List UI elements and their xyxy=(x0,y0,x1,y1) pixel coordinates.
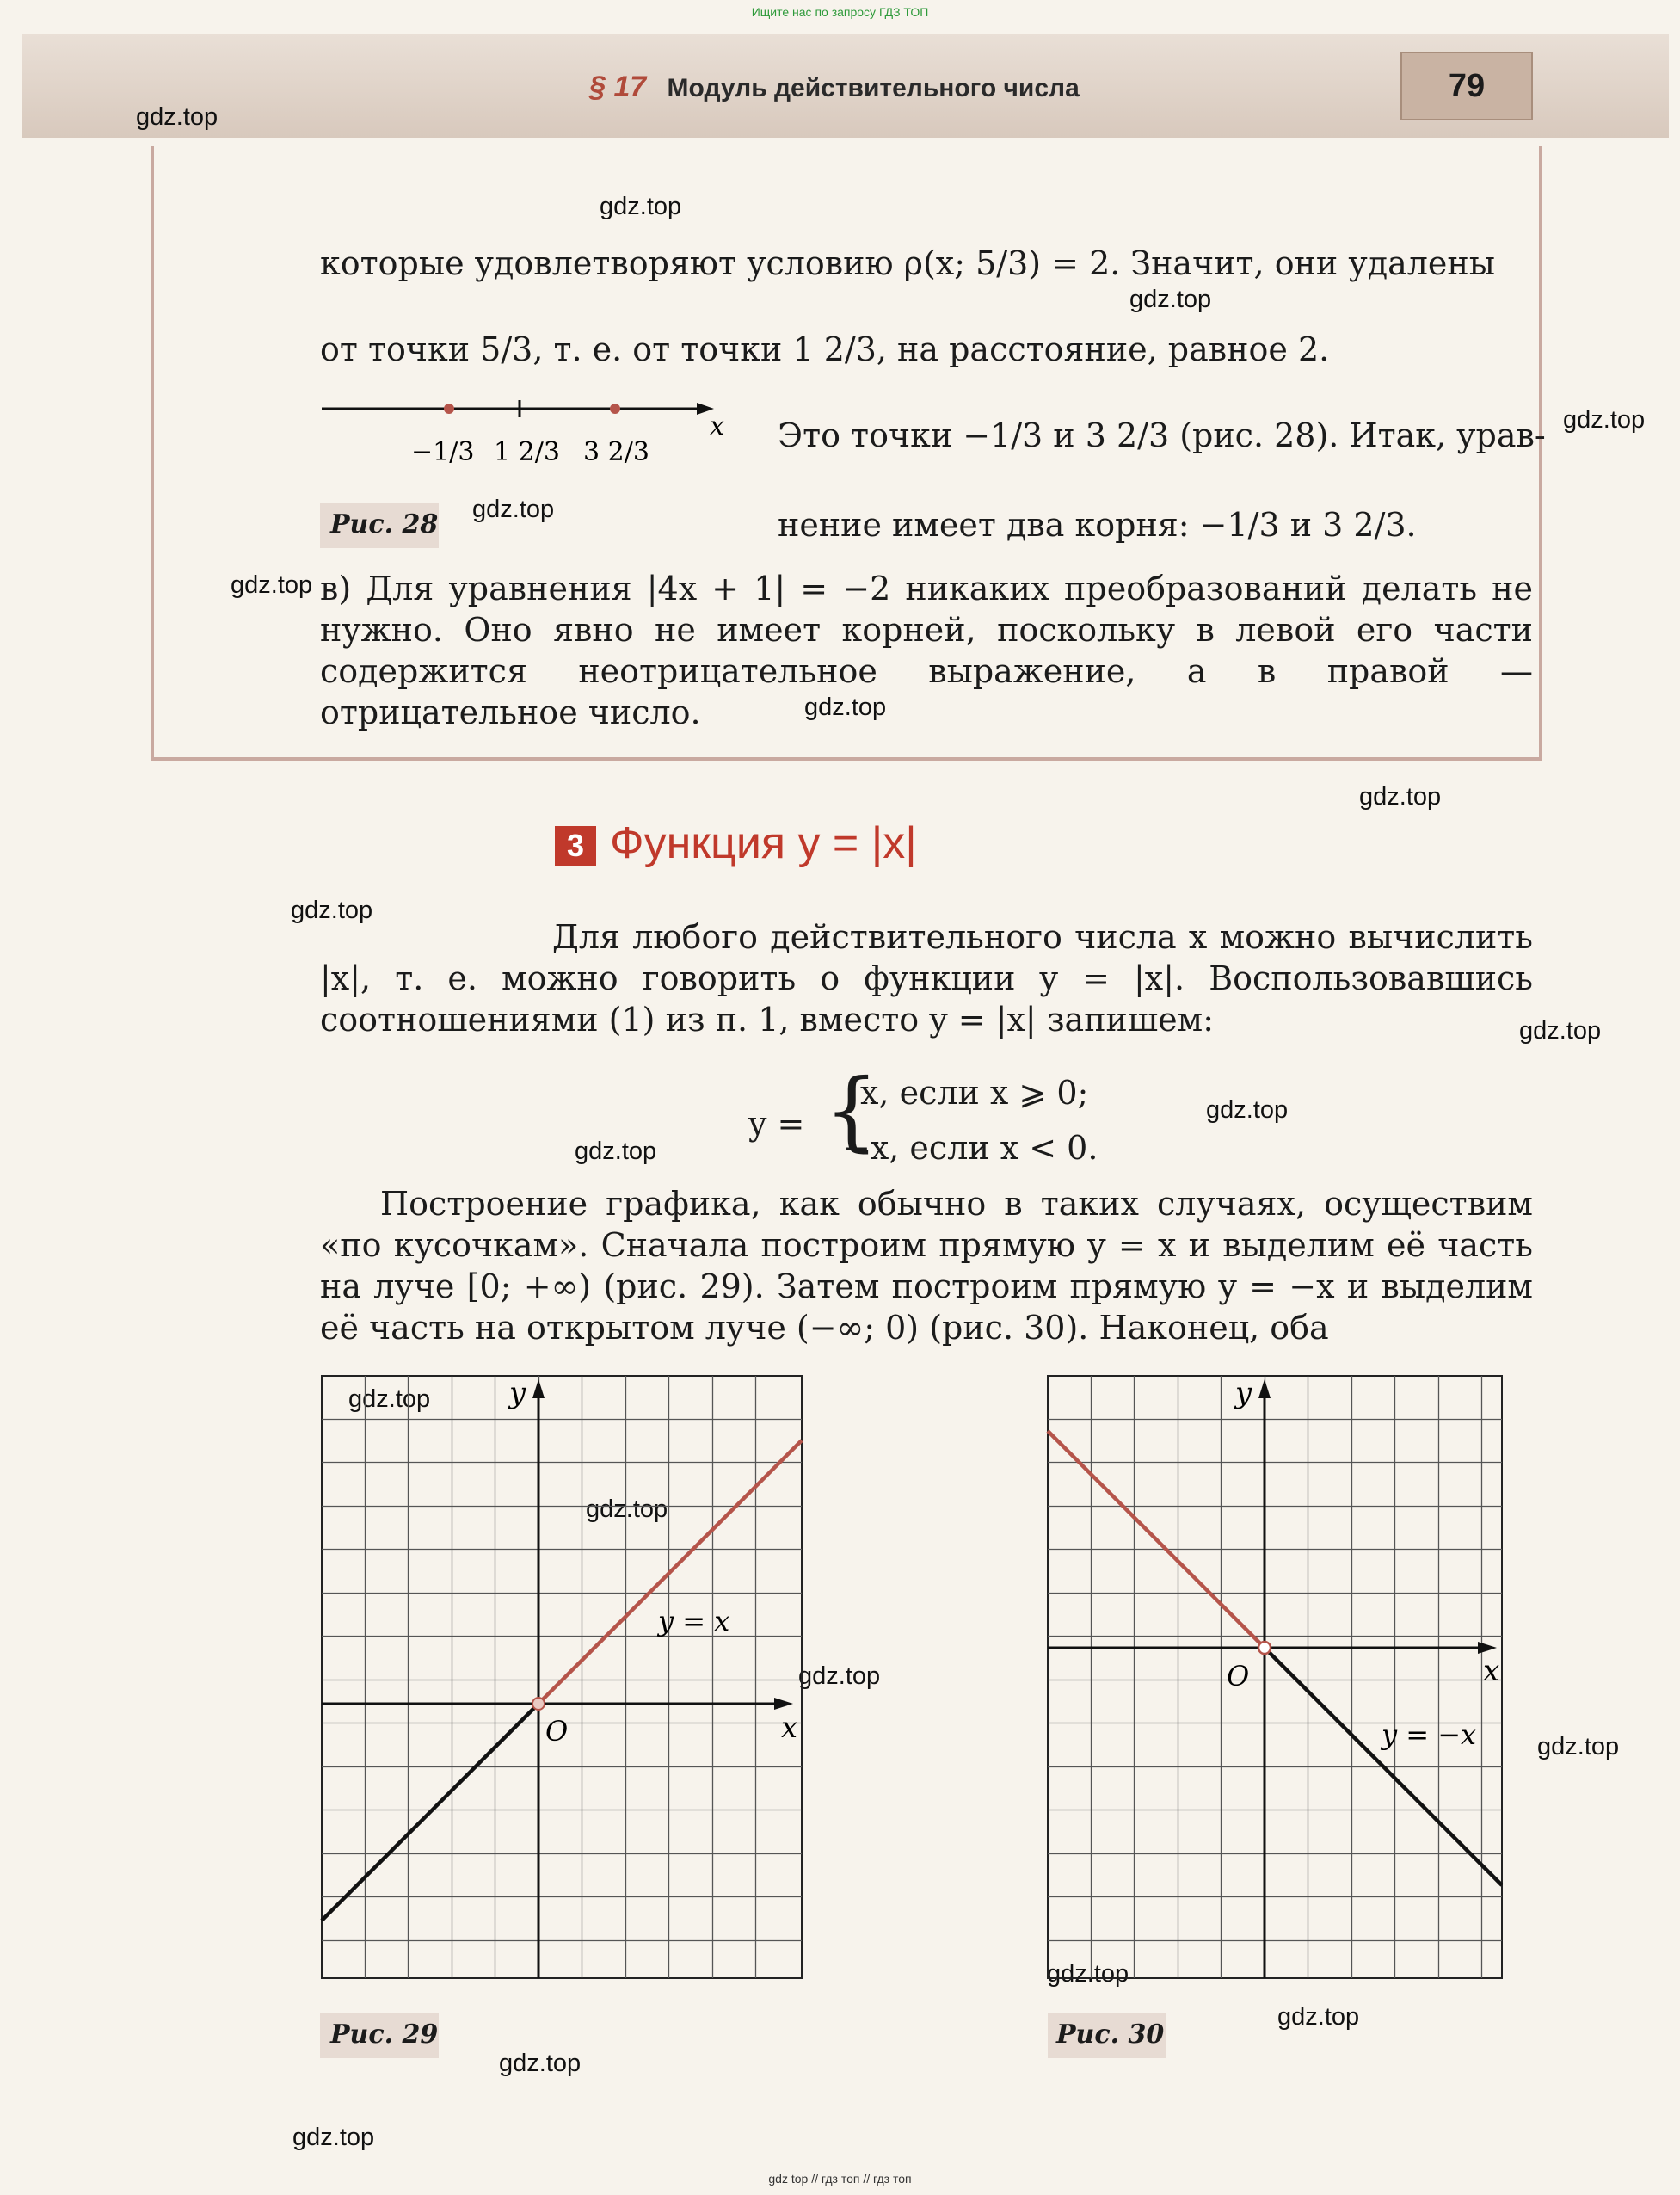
watermark: gdz.top xyxy=(1129,286,1212,313)
number-line-fig28 xyxy=(318,392,731,512)
fig29-y-label: y xyxy=(509,1376,526,1410)
watermark: gdz.top xyxy=(798,1662,881,1690)
fig29-line-label: y = x xyxy=(658,1605,730,1637)
fig29-origin: O xyxy=(545,1715,569,1748)
body-paragraph-2: Построение графика, как обычно в таких случаях, осуществим «по кусочкам». Сначала построим прямую y = x и выделим её часть на луче [0; +∞) (рис. 29). Затем построим прямую y = −x и выделим её часть на открытом луче (−∞; 0) (рис. 30). Наконец, оба xyxy=(320,1185,1533,1347)
watermark: gdz.top xyxy=(575,1138,657,1165)
formula-case-1: x, если x ⩾ 0; xyxy=(860,1074,1089,1112)
watermark: gdz.top xyxy=(1206,1096,1289,1124)
watermark: gdz.top xyxy=(231,571,313,599)
watermark: gdz.top xyxy=(348,1385,431,1413)
point-label: 3 2/3 xyxy=(583,437,649,467)
watermark: gdz.top xyxy=(499,2050,582,2077)
watermark: gdz.top xyxy=(472,496,555,523)
section-mark: § 17 xyxy=(589,71,647,103)
example-line-2: от точки 5/3, т. е. от точки 1 2/3, на расстояние, равное 2. xyxy=(320,330,1330,368)
formula-case-2: −x, если x < 0. xyxy=(843,1129,1098,1167)
fig30-x-label: x xyxy=(1483,1654,1500,1688)
formula-brace: { xyxy=(824,1060,879,1161)
watermark: gdz.top xyxy=(1537,1733,1620,1760)
watermark: gdz.top xyxy=(1519,1017,1602,1045)
example-line-3: Это точки −1/3 и 3 2/3 (рис. 28). Итак, урав- xyxy=(778,416,1546,454)
fig29-caption: Рис. 29 xyxy=(330,2019,439,2050)
example-line-1: которые удовлетворяют условию ρ(x; 5/3) = 2. Значит, они удалены xyxy=(320,244,1495,282)
section-number: 3 xyxy=(555,826,596,866)
point-label: 1 2/3 xyxy=(494,437,560,467)
formula-lhs: y = xyxy=(748,1105,805,1143)
watermark: gdz.top xyxy=(600,193,682,220)
fig30-line-label: y = −x xyxy=(1382,1718,1477,1751)
top-note: Ищите нас по запросу ГДЗ ТОП xyxy=(751,5,929,19)
body-paragraph-1: Для любого действительного числа x можно вычислить |x|, т. е. можно говорить о функции y = |x|. Воспользовавшись соотношениями (1) из п. 1, вместо y = |x| запишем: xyxy=(320,918,1533,1039)
watermark: gdz.top xyxy=(292,2124,375,2151)
watermark: gdz.top xyxy=(1563,406,1646,434)
fig28-caption: Рис. 28 xyxy=(330,509,439,540)
example-line-4: нение имеет два корня: −1/3 и 3 2/3. xyxy=(778,506,1417,544)
fig30-y-label: y xyxy=(1235,1376,1252,1410)
fig29-graph xyxy=(318,1372,809,1992)
fig29-x-label: x xyxy=(781,1711,798,1745)
watermark: gdz.top xyxy=(586,1495,668,1523)
axis-label: x xyxy=(710,411,724,441)
watermark: gdz.top xyxy=(804,694,887,721)
watermark: gdz.top xyxy=(1047,1960,1129,1988)
watermark: gdz.top xyxy=(291,897,373,924)
page-number: 79 xyxy=(1400,52,1533,120)
section-heading xyxy=(555,817,917,869)
section-title: Функция y = |x| xyxy=(610,818,917,868)
watermark: gdz.top xyxy=(1359,783,1442,811)
chapter-title: Модуль действительного числа xyxy=(667,74,1080,102)
fig30-origin: O xyxy=(1227,1660,1250,1692)
bottom-note: gdz top // гдз топ // гдз топ xyxy=(768,2172,912,2186)
watermark: gdz.top xyxy=(1277,2003,1360,2031)
point-label: −1/3 xyxy=(411,437,475,467)
example-part-c: в) Для уравнения |4x + 1| = −2 никаких преобразований делать не нужно. Оно явно не имеет корней, поскольку в левой его части содержится неотрицательное выражение, а в правой — отрицательное число. xyxy=(320,570,1533,731)
header-title xyxy=(589,71,1080,104)
fig30-graph xyxy=(1044,1372,1509,1992)
watermark: gdz.top xyxy=(136,103,218,131)
fig30-caption: Рис. 30 xyxy=(1056,2019,1165,2050)
